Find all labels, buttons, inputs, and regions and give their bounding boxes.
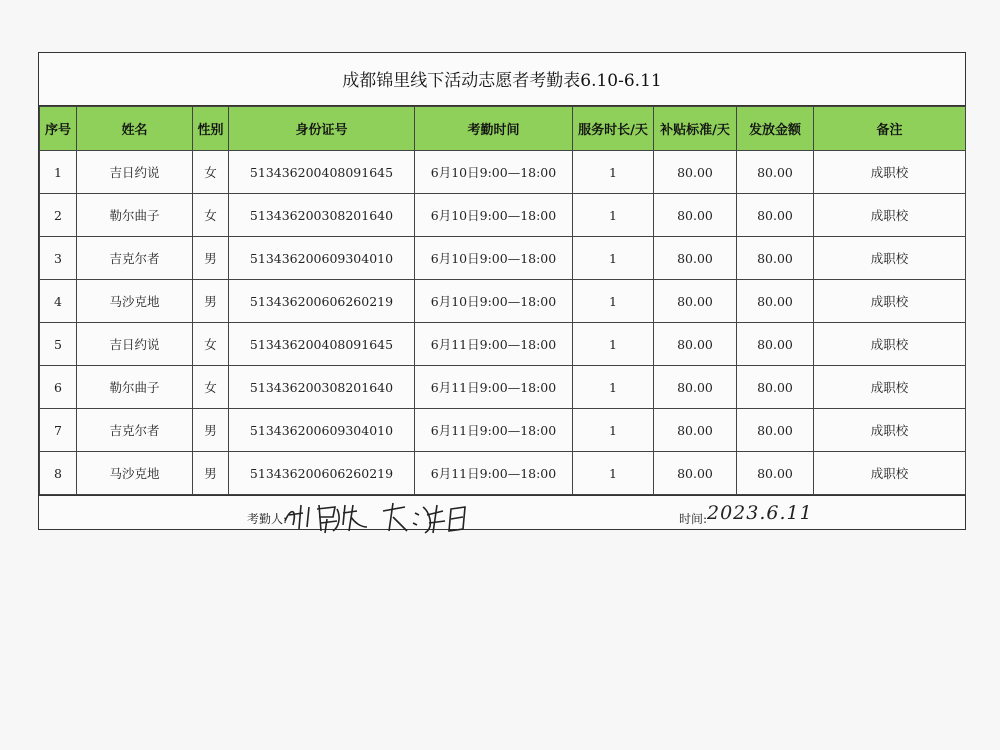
cell-attendance-time: 6月11日9:00—18:00 [415, 366, 573, 409]
table-row [40, 409, 966, 452]
col-header-attendance-time: 考勤时间 [415, 107, 573, 151]
cell-gender: 女 [193, 194, 229, 237]
cell-index: 1 [40, 151, 77, 194]
cell-subsidy-rate: 80.00 [654, 151, 737, 194]
cell-index: 3 [40, 237, 77, 280]
table-row [40, 323, 966, 366]
table-row [40, 452, 966, 495]
cell-attendance-time: 6月10日9:00—18:00 [415, 280, 573, 323]
cell-amount: 80.00 [737, 237, 814, 280]
cell-id-number: 513436200408091645 [229, 323, 415, 366]
cell-gender: 女 [193, 366, 229, 409]
col-header-id-number: 身份证号 [229, 107, 415, 151]
handwritten-date: 2023.6.11 [707, 502, 813, 524]
cell-index: 5 [40, 323, 77, 366]
attendance-sheet [38, 52, 966, 530]
sheet-footer [39, 495, 965, 536]
col-header-index: 序号 [40, 107, 77, 151]
cell-subsidy-rate: 80.00 [654, 280, 737, 323]
cell-id-number: 513436200308201640 [229, 366, 415, 409]
cell-name: 勒尔曲子 [77, 194, 193, 237]
cell-subsidy-rate: 80.00 [654, 237, 737, 280]
cell-name: 吉克尔者 [77, 237, 193, 280]
cell-service-days: 1 [573, 323, 654, 366]
cell-attendance-time: 6月10日9:00—18:00 [415, 237, 573, 280]
cell-gender: 男 [193, 237, 229, 280]
cell-name: 马沙克地 [77, 280, 193, 323]
cell-attendance-time: 6月10日9:00—18:00 [415, 151, 573, 194]
cell-amount: 80.00 [737, 194, 814, 237]
cell-subsidy-rate: 80.00 [654, 194, 737, 237]
col-header-amount: 发放金额 [737, 107, 814, 151]
cell-attendance-time: 6月11日9:00—18:00 [415, 452, 573, 495]
cell-id-number: 513436200408091645 [229, 151, 415, 194]
cell-id-number: 513436200606260219 [229, 452, 415, 495]
col-header-remarks: 备注 [814, 107, 966, 151]
header-row [40, 107, 966, 151]
cell-index: 2 [40, 194, 77, 237]
cell-name: 吉日约说 [77, 151, 193, 194]
cell-amount: 80.00 [737, 366, 814, 409]
col-header-service-days: 服务时长/天 [573, 107, 654, 151]
cell-amount: 80.00 [737, 452, 814, 495]
cell-attendance-time: 6月10日9:00—18:00 [415, 194, 573, 237]
cell-attendance-time: 6月11日9:00—18:00 [415, 323, 573, 366]
cell-service-days: 1 [573, 452, 654, 495]
cell-subsidy-rate: 80.00 [654, 366, 737, 409]
cell-service-days: 1 [573, 366, 654, 409]
cell-remarks: 成职校 [814, 194, 966, 237]
cell-name: 马沙克地 [77, 452, 193, 495]
cell-id-number: 513436200609304010 [229, 409, 415, 452]
time-label: 时间: [679, 512, 708, 526]
cell-gender: 男 [193, 409, 229, 452]
cell-service-days: 1 [573, 280, 654, 323]
checker-label: 考勤人: [247, 512, 288, 526]
cell-amount: 80.00 [737, 323, 814, 366]
cell-index: 8 [40, 452, 77, 495]
col-header-subsidy-rate: 补贴标准/天 [654, 107, 737, 151]
cell-index: 7 [40, 409, 77, 452]
cell-remarks: 成职校 [814, 452, 966, 495]
cell-remarks: 成职校 [814, 409, 966, 452]
cell-gender: 男 [193, 452, 229, 495]
cell-service-days: 1 [573, 237, 654, 280]
cell-id-number: 513436200308201640 [229, 194, 415, 237]
cell-service-days: 1 [573, 194, 654, 237]
cell-remarks: 成职校 [814, 323, 966, 366]
cell-remarks: 成职校 [814, 237, 966, 280]
cell-index: 6 [40, 366, 77, 409]
col-header-gender: 性别 [193, 107, 229, 151]
cell-name: 吉日约说 [77, 323, 193, 366]
cell-id-number: 513436200606260219 [229, 280, 415, 323]
cell-remarks: 成职校 [814, 280, 966, 323]
sheet-title: 成都锦里线下活动志愿者考勤表6.10-6.11 [39, 53, 965, 106]
cell-name: 吉克尔者 [77, 409, 193, 452]
table-row [40, 237, 966, 280]
cell-id-number: 513436200609304010 [229, 237, 415, 280]
cell-subsidy-rate: 80.00 [654, 409, 737, 452]
attendance-table [39, 106, 966, 495]
cell-amount: 80.00 [737, 409, 814, 452]
cell-gender: 女 [193, 323, 229, 366]
signature-2 [379, 497, 471, 535]
cell-attendance-time: 6月11日9:00—18:00 [415, 409, 573, 452]
cell-gender: 女 [193, 151, 229, 194]
cell-amount: 80.00 [737, 280, 814, 323]
table-row [40, 280, 966, 323]
signature-1 [281, 497, 373, 535]
table-row [40, 366, 966, 409]
cell-index: 4 [40, 280, 77, 323]
cell-name: 勒尔曲子 [77, 366, 193, 409]
col-header-name: 姓名 [77, 107, 193, 151]
cell-gender: 男 [193, 280, 229, 323]
table-row [40, 151, 966, 194]
table-row [40, 194, 966, 237]
cell-subsidy-rate: 80.00 [654, 452, 737, 495]
cell-remarks: 成职校 [814, 151, 966, 194]
cell-service-days: 1 [573, 409, 654, 452]
cell-amount: 80.00 [737, 151, 814, 194]
cell-service-days: 1 [573, 151, 654, 194]
cell-remarks: 成职校 [814, 366, 966, 409]
cell-subsidy-rate: 80.00 [654, 323, 737, 366]
